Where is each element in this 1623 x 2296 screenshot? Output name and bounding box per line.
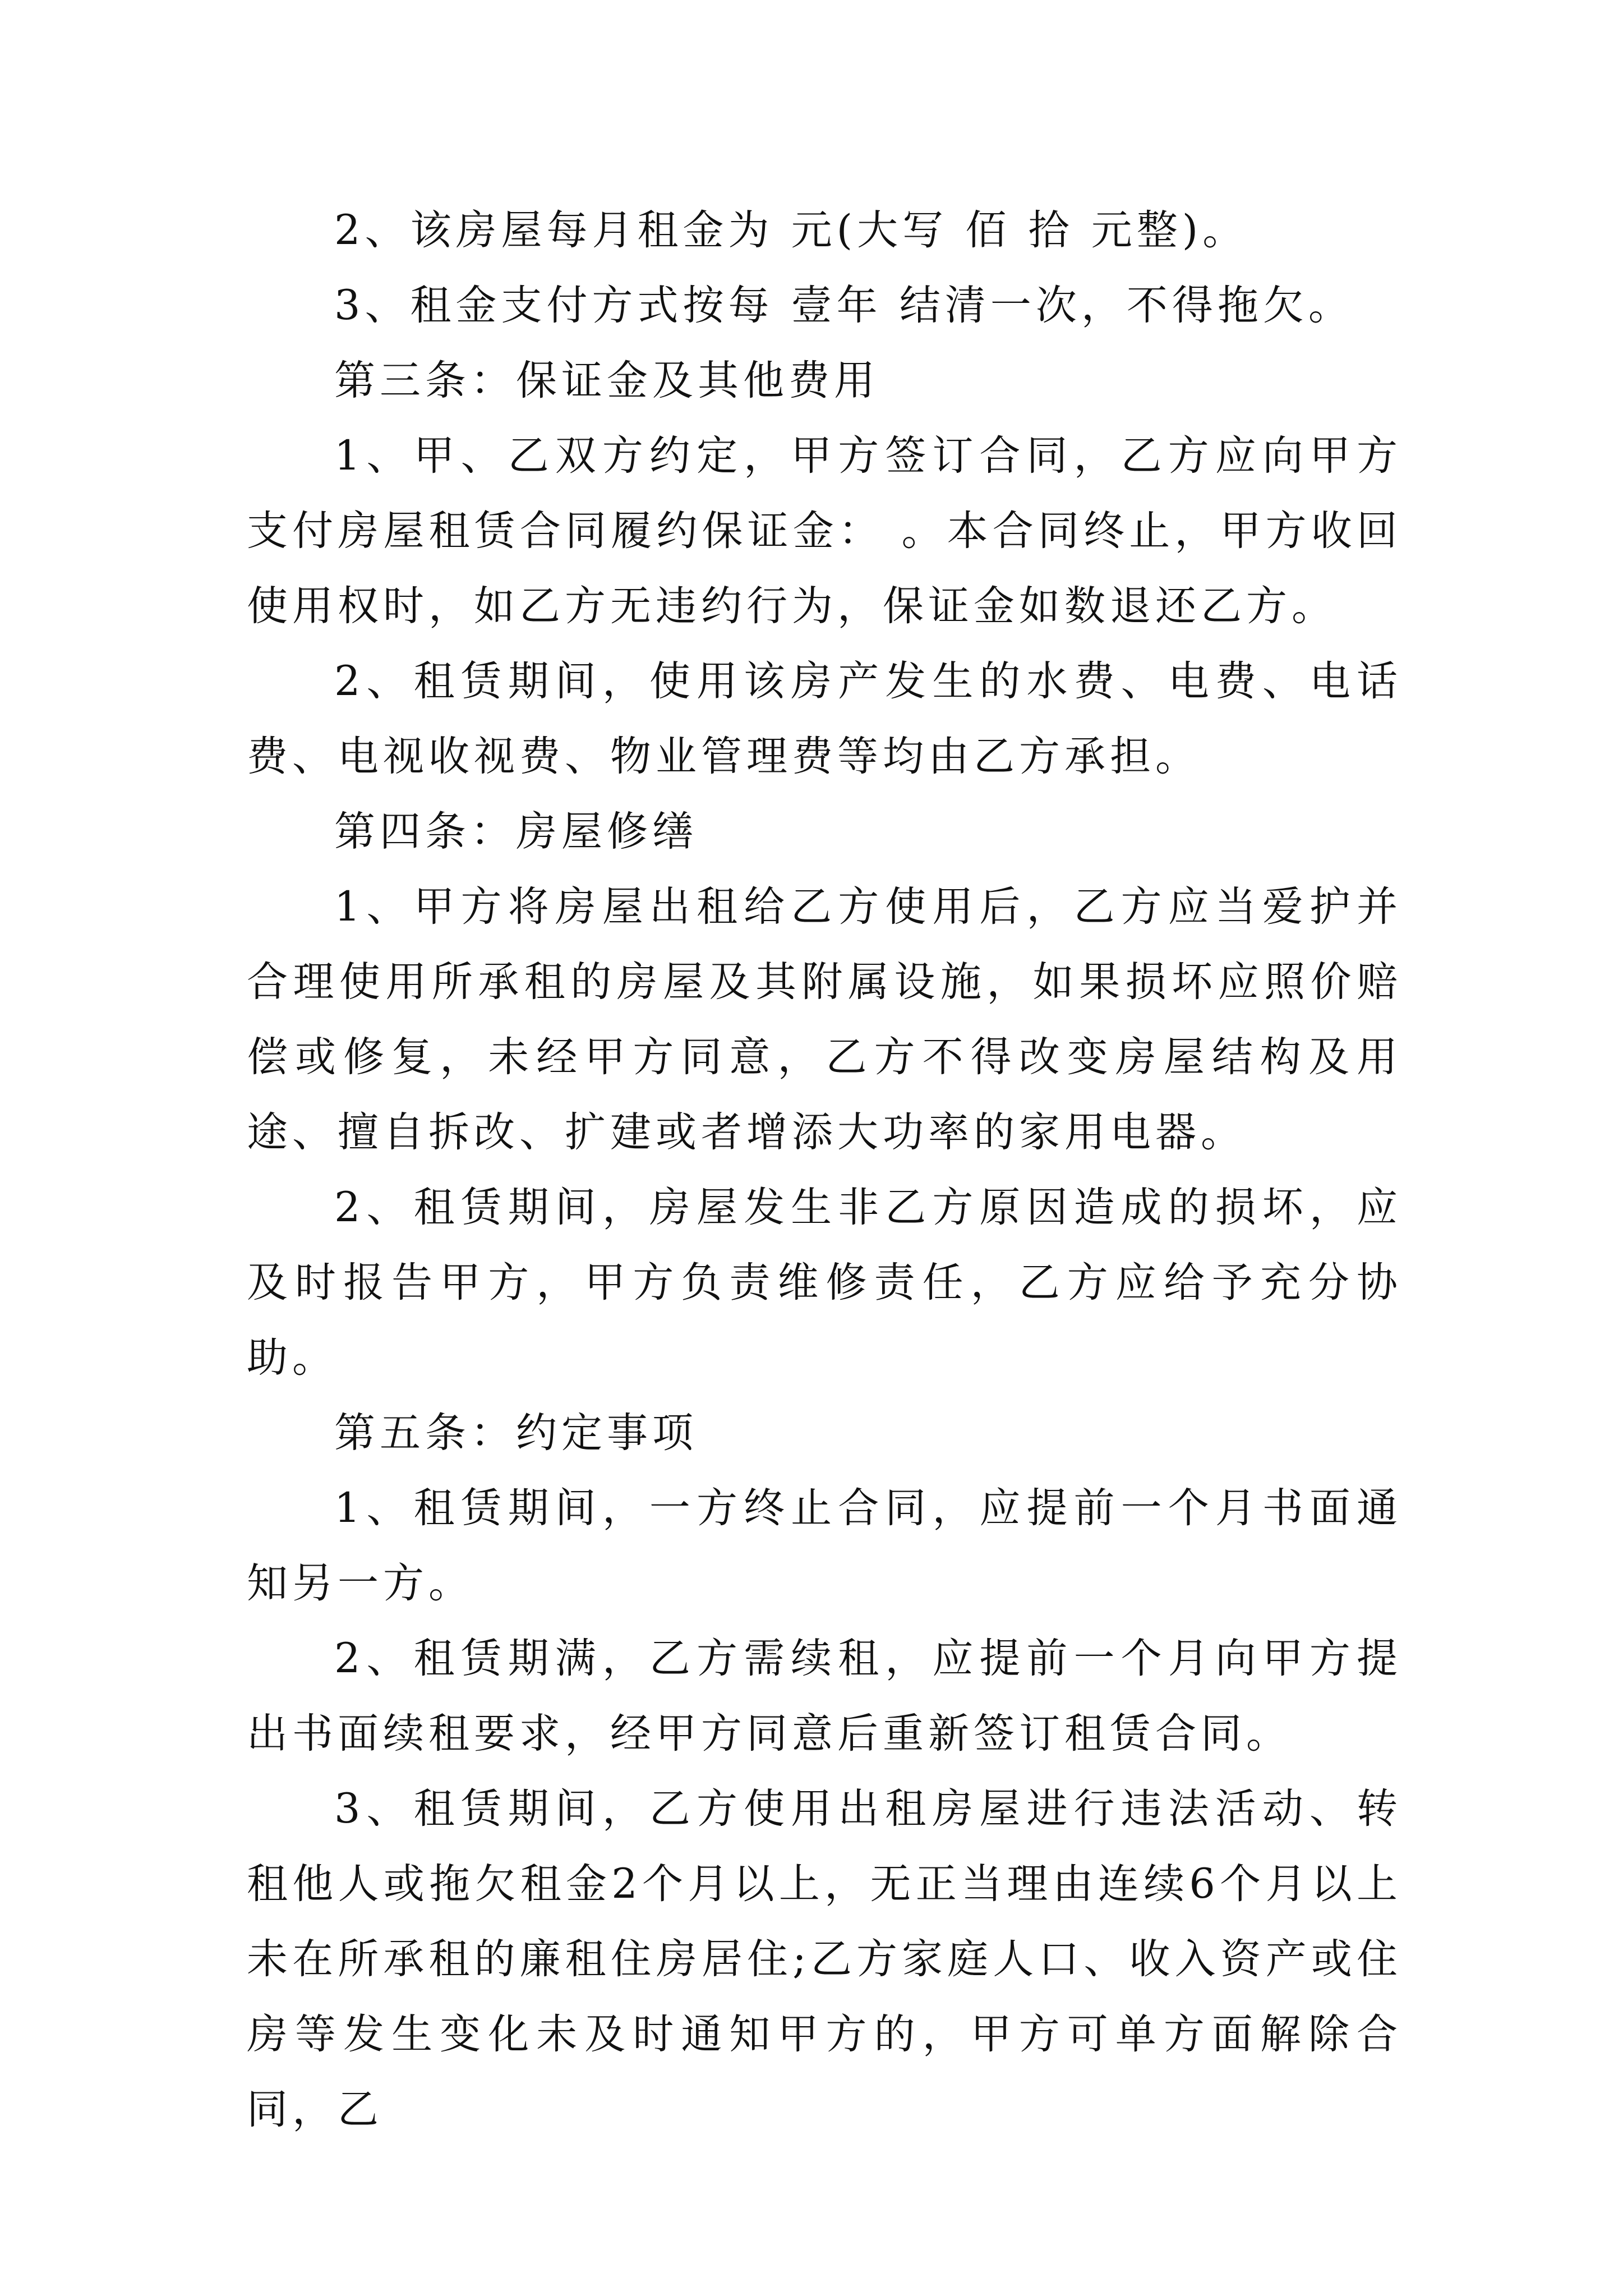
section-heading-article-5: 第五条：约定事项 [334, 1409, 698, 1457]
paragraph-termination-notice: 1、租赁期间，一方终止合同，应提前一个月书面通知另一方。 [247, 1484, 1402, 1607]
paragraph-violations: 3、租赁期间，乙方使用出租房屋进行违法活动、转租他人或拖欠租金2个月以上，无正当理由连续6个月以上未在所承租的廉租住房居住;乙方家庭人口、收入资产或住房等发生变化未及时通知甲方的，甲方可单方面解除合同，乙 [247, 1785, 1402, 2133]
paragraph-deposit: 1、甲、乙双方约定，甲方签订合同，乙方应向甲方支付房屋租赁合同履约保证金： 。本合同终止，甲方收回使用权时，如乙方无违约行为，保证金如数退还乙方。 [247, 432, 1402, 630]
paragraph-payment-method: 3、租金支付方式按每 壹年 结清一次，不得拖欠。 [334, 282, 1354, 329]
paragraph-renewal: 2、租赁期满，乙方需续租，应提前一个月向甲方提出书面续租要求，经甲方同意后重新签订租赁合同。 [247, 1635, 1402, 1757]
paragraph-repair-care: 1、甲方将房屋出租给乙方使用后，乙方应当爱护并合理使用所承租的房屋及其附属设施，如果损坏应照价赔偿或修复，未经甲方同意，乙方不得改变房屋结构及用途、擅自拆改、扩建或者增添大功率的家用电器。 [247, 883, 1402, 1156]
paragraph-rent-amount: 2、该房屋每月租金为 元(大写 佰 拾 元整)。 [334, 206, 1248, 254]
paragraph-repair-responsibility: 2、租赁期间，房屋发生非乙方原因造成的损坏，应及时报告甲方，甲方负责维修责任，乙方应给予充分协助。 [247, 1184, 1402, 1382]
document-body [247, 193, 1402, 2147]
section-heading-article-4: 第四条：房屋修缮 [334, 808, 698, 855]
section-heading-article-3: 第三条：保证金及其他费用 [334, 357, 879, 404]
paragraph-utility-fees: 2、租赁期间，使用该房产发生的水费、电费、电话费、电视收视费、物业管理费等均由乙方承担。 [247, 657, 1402, 780]
